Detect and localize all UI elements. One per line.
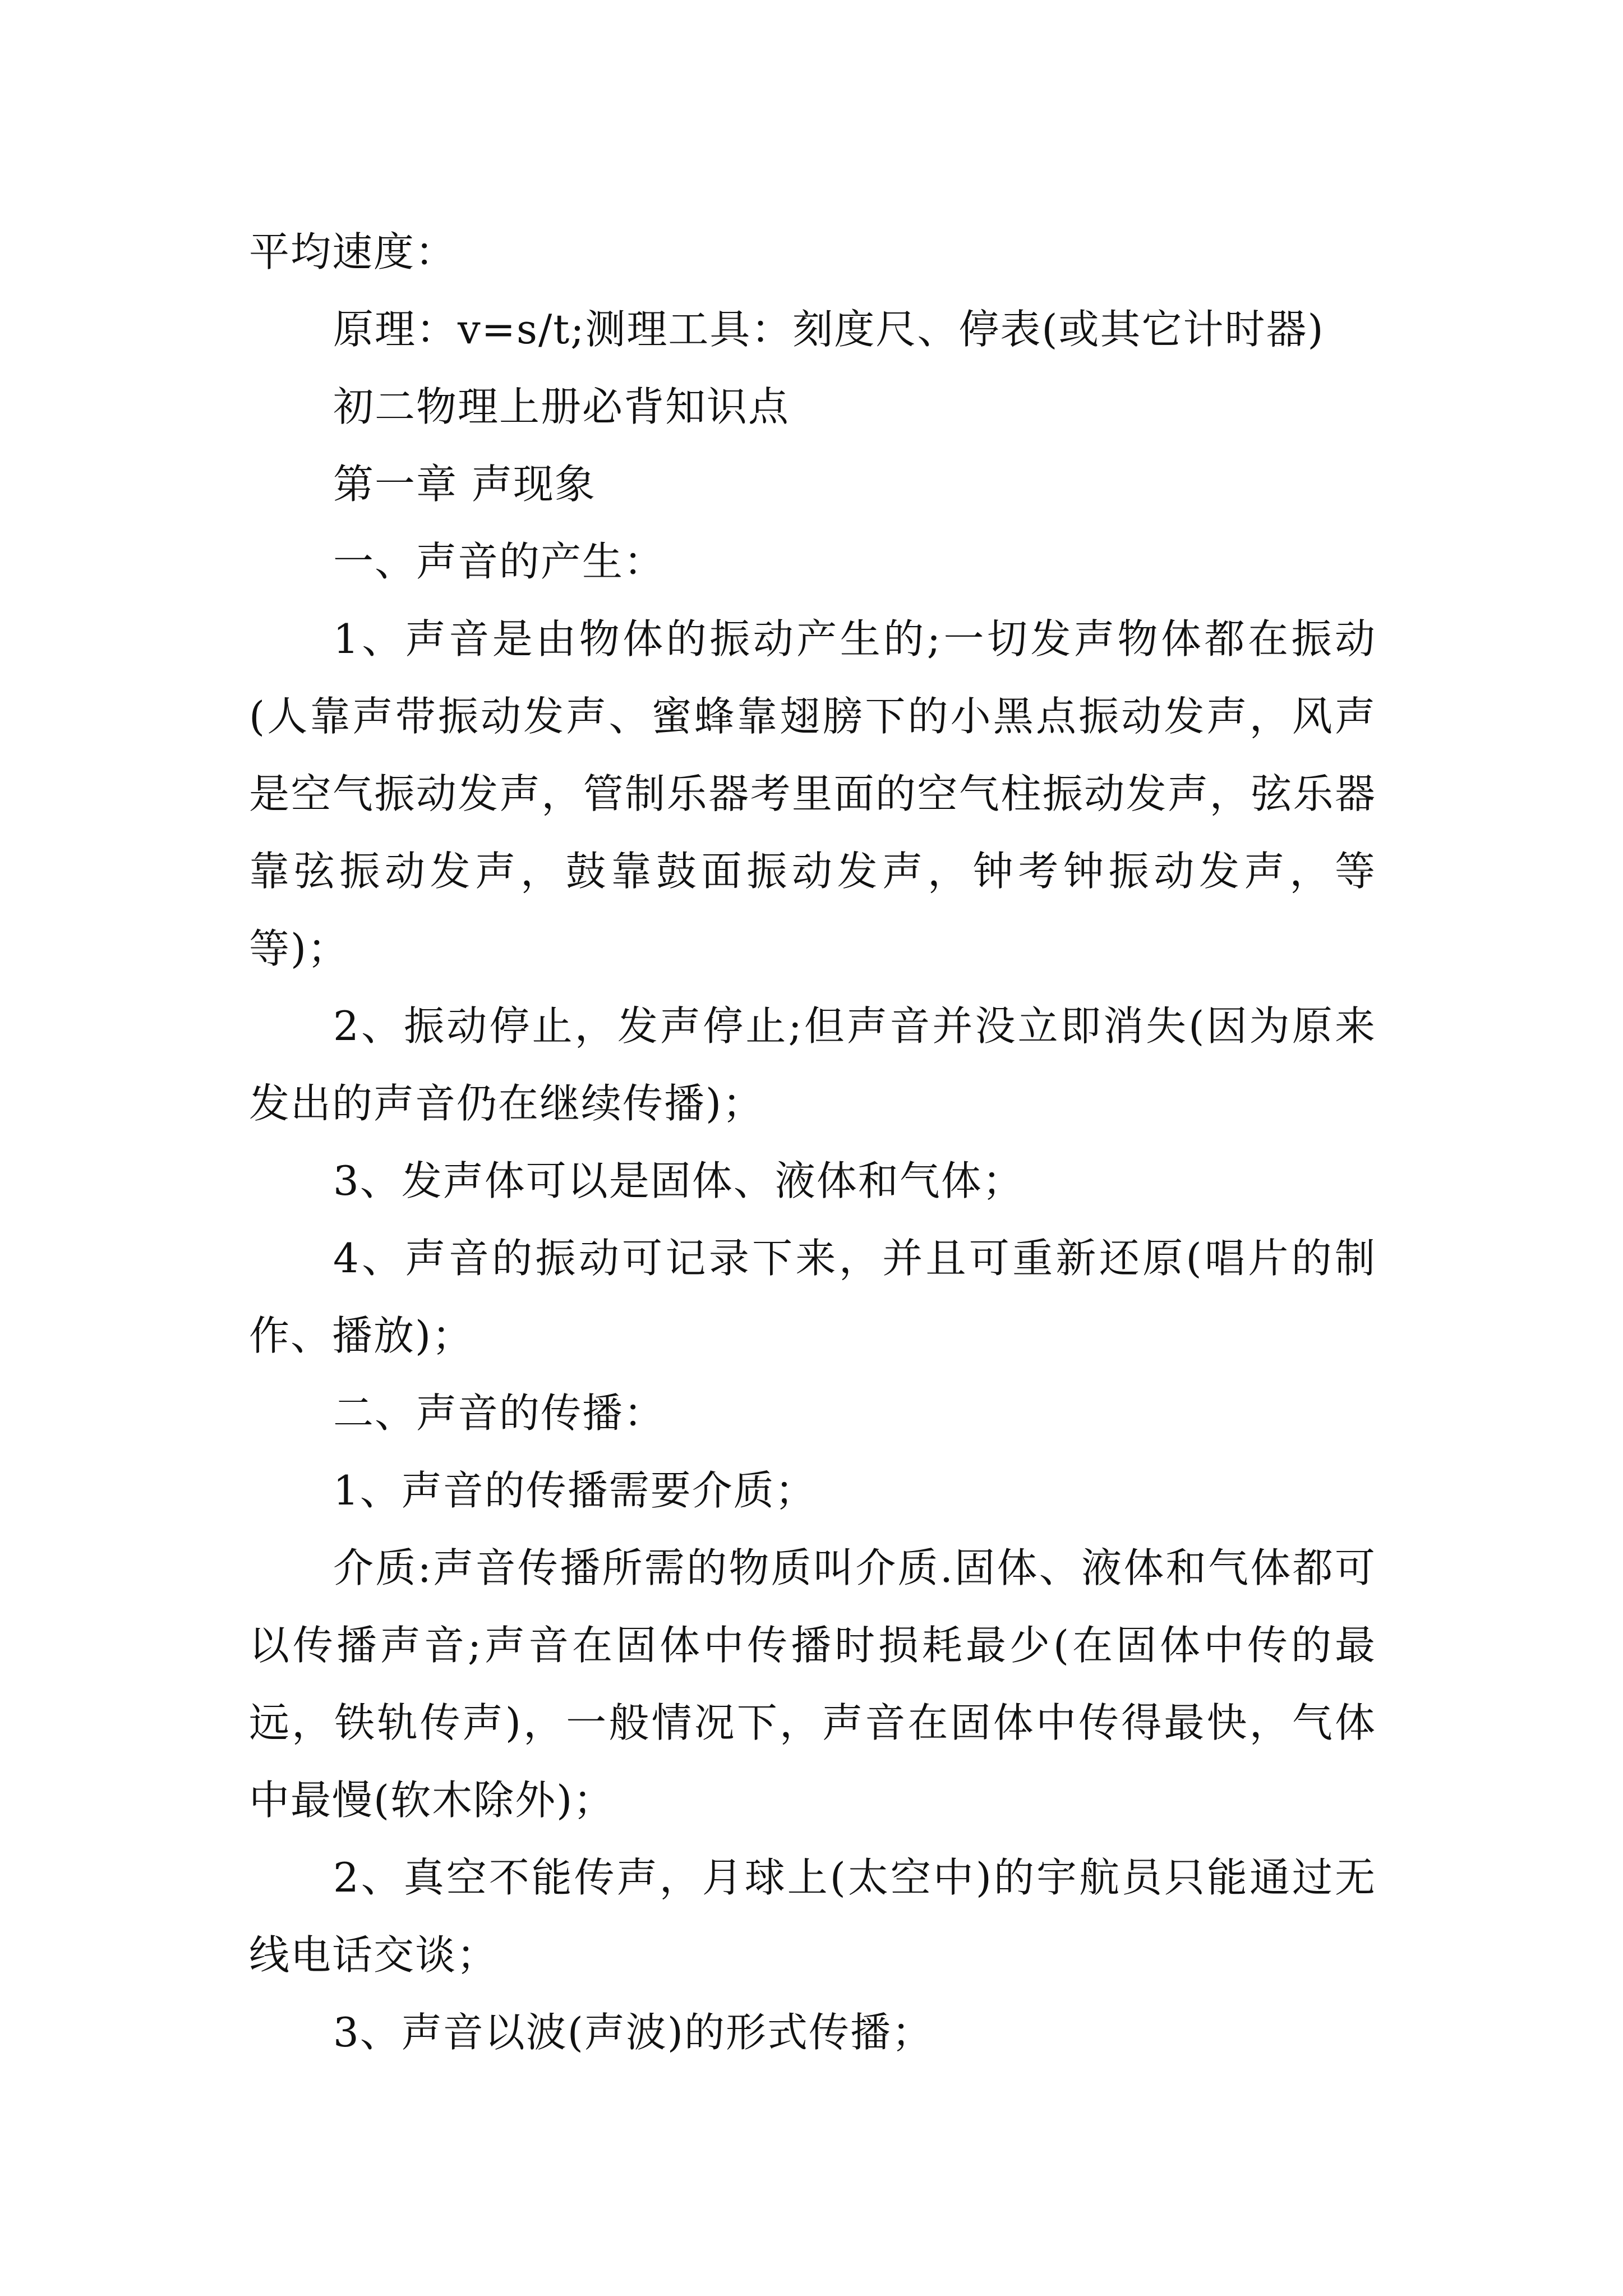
document-body <box>249 213 1376 2071</box>
paragraph-average-speed: 平均速度： <box>249 228 457 275</box>
paragraph-medium: 介质:声音传播所需的物质叫介质.固体、液体和气体都可以传播声音;声音在固体中传播时损耗最少(在固体中传的最远，铁轨传声)，一般情况下，声音在固体中传得最快，气体中最慢(软木除外)； <box>249 1544 1376 1824</box>
paragraph-propagation-2: 2、真空不能传声，月球上(太空中)的宇航员只能通过无线电话交谈； <box>249 1854 1376 1978</box>
paragraph-propagation-3: 3、声音以波(声波)的形式传播； <box>333 2009 933 2056</box>
paragraph-item-3: 3、发声体可以是固体、液体和气体； <box>333 1157 1024 1204</box>
paragraph-item-4: 4、声音的振动可记录下来，并且可重新还原(唱片的制作、播放)； <box>249 1235 1376 1359</box>
paragraph-principle: 原理：v=s/t;测理工具：刻度尺、停表(或其它计时器) <box>333 306 1325 353</box>
chapter-heading: 第一章 声现象 <box>333 461 596 508</box>
paragraph-item-1: 1、声音是由物体的振动产生的;一切发声物体都在振动(人靠声带振动发声、蜜蜂靠翅膀下的小黑点振动发声，风声是空气振动发声，管制乐器考里面的空气柱振动发声，弦乐器靠弦振动发声，鼓靠鼓面振动发声，钟考钟振动发声，等等)； <box>249 615 1376 972</box>
paragraph-item-2: 2、振动停止，发声停止;但声音并没立即消失(因为原来发出的声音仍在继续传播)； <box>249 1002 1376 1127</box>
subheading-sound-propagation: 二、声音的传播： <box>333 1389 666 1437</box>
paragraph-propagation-1: 1、声音的传播需要介质； <box>333 1467 817 1514</box>
section-title: 初二物理上册必背知识点 <box>333 383 790 430</box>
subheading-sound-production: 一、声音的产生： <box>333 538 666 585</box>
